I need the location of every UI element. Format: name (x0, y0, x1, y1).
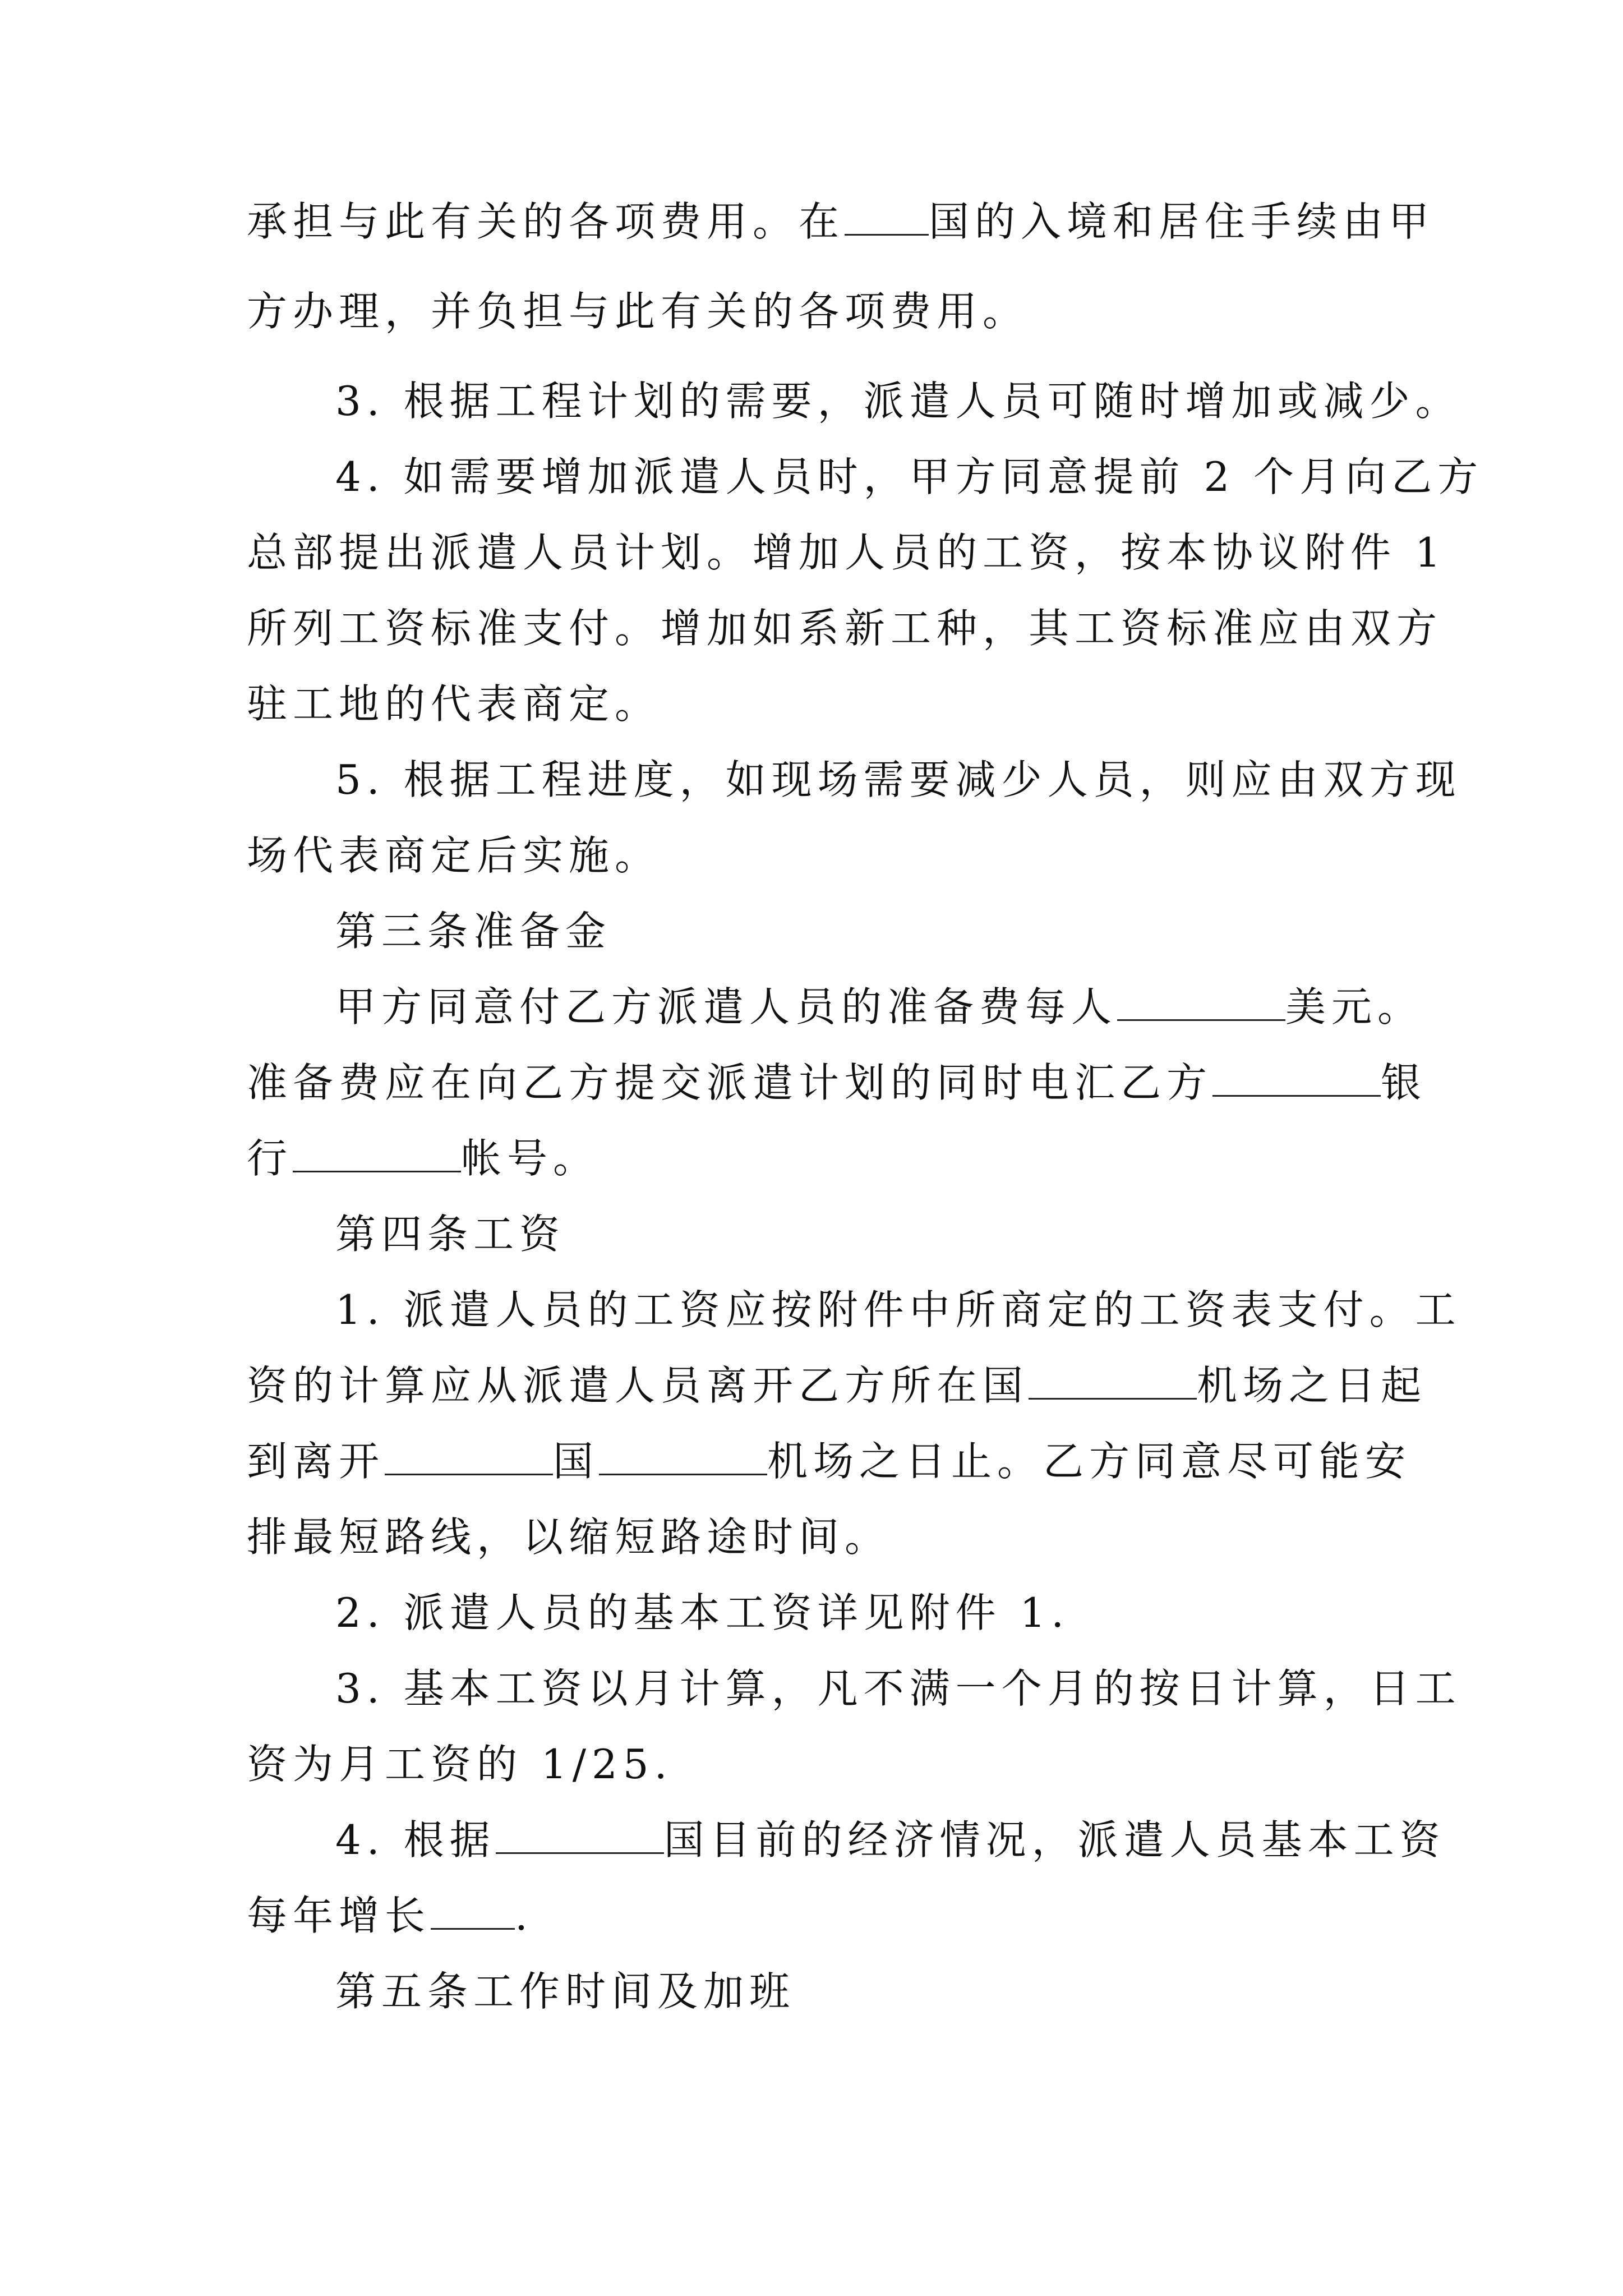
body-text-line (247, 676, 661, 732)
text-segment: 3. 根据工程计划的需要，派遣人员可随时增加或减少。 (335, 378, 1461, 425)
text-segment: 甲方同意付乙方派遣人员的准备费每人 (335, 983, 1118, 1030)
text-segment: 方办理，并负担与此有关的各项费用。 (247, 288, 1029, 335)
fill-in-blank (845, 197, 929, 236)
text-segment: 机场之日止。乙方同意尽可能安 (767, 1438, 1412, 1485)
text-segment: 到离开 (247, 1438, 385, 1485)
list-item-line (335, 1282, 1461, 1338)
body-text-line (247, 1130, 599, 1186)
text-segment: 帐号。 (461, 1135, 600, 1182)
text-segment: 4. 根据 (335, 1816, 496, 1864)
list-item-line (335, 1812, 1446, 1868)
list-item-line (335, 1585, 1069, 1641)
text-segment: 所列工资标准支付。增加如系新工种，其工资标准应由双方 (247, 605, 1443, 652)
fill-in-blank (599, 1437, 767, 1475)
text-segment: 国的入境和居住手续由甲 (929, 198, 1435, 245)
text-segment: 5. 根据工程进度，如现场需要减少人员，则应由双方现 (335, 756, 1461, 803)
text-segment: 场代表商定后实施。 (247, 832, 661, 879)
body-text-line (247, 600, 1442, 656)
text-segment: 2. 派遣人员的基本工资详见附件 1. (335, 1589, 1070, 1636)
section-heading (335, 1963, 795, 2019)
text-segment: 行 (247, 1135, 293, 1182)
heading-text: 第五条工作时间及加班 (335, 1968, 796, 2015)
heading-text: 第四条工资 (335, 1211, 566, 1258)
body-text-line (247, 827, 661, 884)
text-segment: 4. 如需要增加派遣人员时，甲方同意提前 2 个月向乙方 (335, 453, 1484, 500)
text-segment: 驻工地的代表商定。 (247, 680, 661, 728)
text-segment: . (515, 1892, 533, 1939)
text-segment: 3. 基本工资以月计算，凡不满一个月的按日计算，日工 (335, 1665, 1461, 1712)
fill-in-blank (496, 1815, 664, 1854)
fill-in-blank (431, 1891, 515, 1930)
text-segment: 机场之日起 (1197, 1362, 1427, 1409)
heading-text: 第三条准备金 (335, 908, 612, 955)
text-segment: 每年增长 (247, 1892, 431, 1939)
body-text-line (247, 1509, 891, 1565)
text-segment: 排最短路线，以缩短路途时间。 (247, 1513, 891, 1561)
body-text-line (247, 1055, 1427, 1111)
text-segment: 美元。 (1285, 983, 1424, 1030)
body-text-line (247, 194, 1435, 250)
fill-in-blank (1117, 982, 1285, 1021)
body-text-line (335, 979, 1423, 1035)
body-text-line (247, 1433, 1411, 1489)
list-item-line (335, 752, 1461, 808)
fill-in-blank (293, 1134, 461, 1172)
body-text-line (247, 1888, 533, 1944)
section-heading (335, 1206, 565, 1262)
text-segment: 银 (1381, 1059, 1427, 1106)
fill-in-blank (385, 1437, 553, 1475)
list-item-line (335, 1660, 1461, 1717)
body-text-line (247, 524, 1446, 581)
text-segment: 资为月工资的 1/25. (247, 1741, 673, 1788)
text-segment: 资的计算应从派遣人员离开乙方所在国 (247, 1362, 1029, 1409)
section-heading (335, 903, 611, 959)
fill-in-blank (1212, 1058, 1381, 1097)
list-item-line (335, 449, 1483, 505)
body-text-line (247, 283, 1029, 339)
fill-in-blank (1029, 1361, 1197, 1400)
text-segment: 国目前的经济情况，派遣人员基本工资 (663, 1816, 1446, 1864)
text-segment: 承担与此有关的各项费用。在 (247, 198, 845, 245)
text-segment: 总部提出派遣人员计划。增加人员的工资，按本协议附件 1 (247, 529, 1446, 576)
body-text-line (247, 1736, 672, 1792)
body-text-line (247, 1358, 1427, 1414)
list-item-line (335, 373, 1461, 429)
text-segment: 准备费应在向乙方提交派遣计划的同时电汇乙方 (247, 1059, 1213, 1106)
text-segment: 国 (553, 1438, 600, 1485)
text-segment: 1. 派遣人员的工资应按附件中所商定的工资表支付。工 (335, 1286, 1461, 1333)
